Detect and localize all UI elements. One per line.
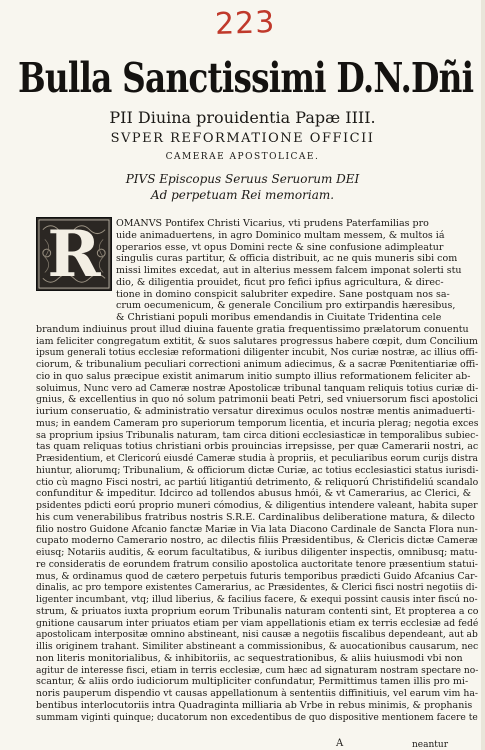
- body-line: tas quam reliquas totius christiani orbis prouincias irrepsisse, per quæ Camerarii nostri, ac: [36, 441, 479, 453]
- body-line: OMANVS Pontifex Christi Vicarius, vti prudens Paterfamilias pro: [116, 218, 429, 229]
- body-line: mus, & ordinamus quod de cætero perpetuis futuris temporibus prædicti Guido Afcanius Car-: [36, 570, 478, 582]
- body-line: ctio cù magno Fisci nostri, ac partiú litigantiú detrimento, & reliquorú Christifideliú scandalo: [36, 476, 479, 488]
- body-line: sa proprium ipsius Tribunalis naturam, tam circa ditioni ecclesiasticæ in temporalibus subiec-: [36, 429, 479, 441]
- body-line: bentibus interlocutoriis intra Quadraginta milliaria ab Vrbe in rebus minimis, & prophanis: [36, 699, 473, 711]
- body-line: agitur de interesse fisci, etiam in terris ecclesiæ, cum hæc ad signaturam nostram spectare no-: [36, 664, 479, 676]
- body-line: hiuntur, aliorumq; Tribunalium, & officiorum dictæ Curiæ, ac totius ecclesiastici status iurisdi-: [36, 464, 479, 476]
- body-line: dio, & diligentia prouidet, ficut pro fefici ipfius agriculturа, & direc-: [116, 276, 444, 288]
- subtitle: PII Diuina prouidentia Papæ IIII.: [109, 108, 376, 127]
- salutation-line-2: Ad perpetuam Rei memoriam.: [150, 188, 335, 202]
- body-line: cio in quo salus præcipue existit animarum initio sumpto illius reformationem feliciter ab-: [36, 370, 471, 382]
- body-line: soluimus, Nunc vero ad Cameræ nostræ Apostolicæ tribunal tanquam reliquis totius curiæ di-: [36, 382, 479, 394]
- initial-letter: R: [47, 217, 101, 291]
- document-title: Bulla Sanctissimi D.N.Dñi: [18, 54, 474, 102]
- body-line: gnitione causarum inter priuatos etiam per viam appellationis etiam ex terris ecclesiæ ad fedé: [36, 617, 479, 629]
- body-line: tione in domino conspicit salubriter expedire. Sane postquam nos sa-: [116, 288, 450, 300]
- body-line: filio nostro Guidone Afcanio fanctæ Mariæ in Via lata Diacono Cardinale de Sancta Flora nun-: [36, 523, 478, 535]
- folio-number: 223: [214, 4, 276, 43]
- body-line: ipsum generali totius ecclesiæ reformationi diligenter incubit, Nos curiæ nostræ, ac illius offi-: [36, 347, 478, 359]
- body-line: & Christiani populi moribus emendandis in Ciuitate Tridentina cele: [116, 312, 442, 323]
- signature-mark: A: [336, 738, 344, 749]
- body-line: Præsidentium, et Clericorú eiusdé Cameræ studia à propriis, et peculiaribus eorum curijs distra: [36, 453, 478, 464]
- body-line: cupato moderno Camerario nostro, ac dilectis filiis Præsidentibus, & Clericis dictæ Cameræ: [36, 535, 478, 547]
- body-line: apostolicam interpositæ omnino abstineant, nisi causæ a negotiis fiscalibus dependeant, aut ab: [36, 629, 478, 641]
- body-line: his cum venerabilibus fratribus nostris S.R.E. Cardinalibus deliberatione matura, & dilecto: [36, 511, 475, 523]
- body-line: scantur, & aliis ordo iudiciorum multipliciter confundatur, Permittimus tamen illis pro mi-: [36, 676, 469, 688]
- body-line: ciorum, & tribunalium peculiari correctioni animum adiecimus, & a sacræ Pœnitentiariæ offi-: [36, 359, 479, 370]
- body-line: gnius, & excellentius in quo nó solum patrimonii beati Petri, sed vniuersorum fisci apostolici: [36, 394, 479, 406]
- body-line: mus; in eandem Cameram pro superiorum temporum licentia, et incuria plerag; negotia exces: [36, 417, 479, 429]
- body-line: eiusq; Notariis auditis, & eorum facultatibus, & iuribus diligenter inspectis, omnibusq; matu-: [36, 547, 478, 558]
- body-line: uide animaduertens, in agro Dominico multam messem, & multos iá: [116, 229, 445, 241]
- body-line: re consideratis de eorundem fratrum consilio apostolica auctoritate tenore præsentium statui-: [36, 558, 478, 570]
- body-line: strum, & priuatos iuxta proprium eorum Tribunalis naturam contenti sint, Et propterea a co: [36, 605, 479, 617]
- subtitle-camera: CAMERAE APOSTOLICAE.: [165, 152, 320, 162]
- body-line: psidentes pdicti eorú proprio muneri cómodius, & diligentius intendere valeant, habita super: [36, 500, 478, 511]
- body-line: confunditur & impeditur. Idcirco ad tollendos abusus hmói, & vt Camerarius, ac Clerici, &: [36, 488, 472, 500]
- decorated-initial: [36, 217, 112, 291]
- body-line: missi limites excedat, aut in alterius messem falcem imponat solerti stu: [116, 265, 462, 276]
- body-line: noris pauperum dispendio vt causas appellationum à sententiis diffinitiuis, vel earum vim ha-: [36, 688, 479, 699]
- subtitle-reformation: SVPER REFORMATIONE OFFICII: [110, 131, 375, 146]
- body-line: operarios esse, vt opus Domini recte & sine confusione adimpleatur: [116, 241, 444, 253]
- body-line: dinalis, ac pro tempore existentes Camerarius, ac Præsidentes, & Clerici fisci nostri negotiis di-: [36, 582, 478, 594]
- body-line: illis originem trahant. Similiter abstineant a commissionibus, & auocationibus causarum, nec: [36, 641, 479, 652]
- body-line: non literis monitorialibus, & inhibitoriis, ac sequestrationibus, & aliis huiusmodi vbi non: [36, 652, 463, 664]
- catchword: neantur: [412, 740, 448, 750]
- body-line: ligenter incumbant, vtq; illud liberius, & facilius facere, & exequi possint causis inter fiscú no-: [36, 594, 478, 605]
- body-line: crum oecumenicum, & generale Concilium pro extirpandis hæresibus,: [116, 300, 456, 312]
- salutation-line-1: PIVS Episcopus Seruus Seruorum DEI: [125, 172, 360, 186]
- body-line: brandum indiuinus prout illud diuina fauente gratia frequentissimo prælatorum conuentu: [36, 323, 469, 335]
- page-edge: [481, 0, 485, 750]
- body-line: iurium conseruatio, & administratio versatur direximus oculos nostræ mentis animaduerti-: [36, 406, 475, 417]
- body-line: singulis curas partitur, & officia distribuit, ac ne quis muneris sibi com: [116, 253, 458, 265]
- body-line: summam viginti quinque; ducatorum non excedentibus de quo dispositive mentionem facere te: [36, 711, 478, 723]
- body-line: iam feliciter congregatum extitit, & suos salutares progressus habere cœpit, dum Concilium: [36, 335, 478, 347]
